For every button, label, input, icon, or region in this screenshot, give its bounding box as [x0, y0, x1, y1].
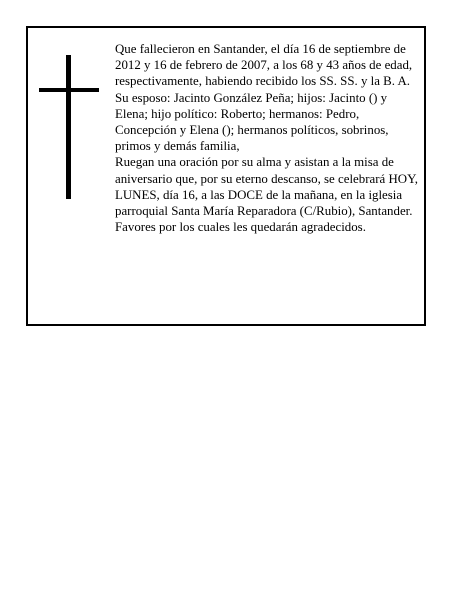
death-details-paragraph: Que fallecieron en Santander, el día 16 de septiembre de 2012 y 16 de febrero de 2007, a los 68 y 43 años de edad, respectivamente, habiendo recibido los SS. SS. y la B. A. — [115, 42, 413, 89]
mass-announcement-paragraph: Ruegan una oración por su alma y asistan a la misa de aniversario que, por su eterno descanso, se celebrará HOY, LUNES, día 16, a las DOCE de la mañana, en la iglesia parroquial Santa María Reparadora (C/Rubio), Santander. Favores por los cuales les quedarán agradecidos. — [115, 155, 418, 235]
latin-cross-icon — [39, 55, 99, 199]
family-paragraph: Su esposo: Jacinto González Peña; hijos: Jacinto () y Elena; hijo político: Roberto; hermanos: Pedro, Concepción y Elena (); hermanos políticos, sobrinos, primos y demás familia, — [115, 90, 389, 154]
cross-vertical-bar — [66, 55, 71, 199]
obituary-notice — [26, 26, 426, 326]
cross-horizontal-bar — [39, 88, 99, 92]
notice-text — [115, 41, 421, 235]
